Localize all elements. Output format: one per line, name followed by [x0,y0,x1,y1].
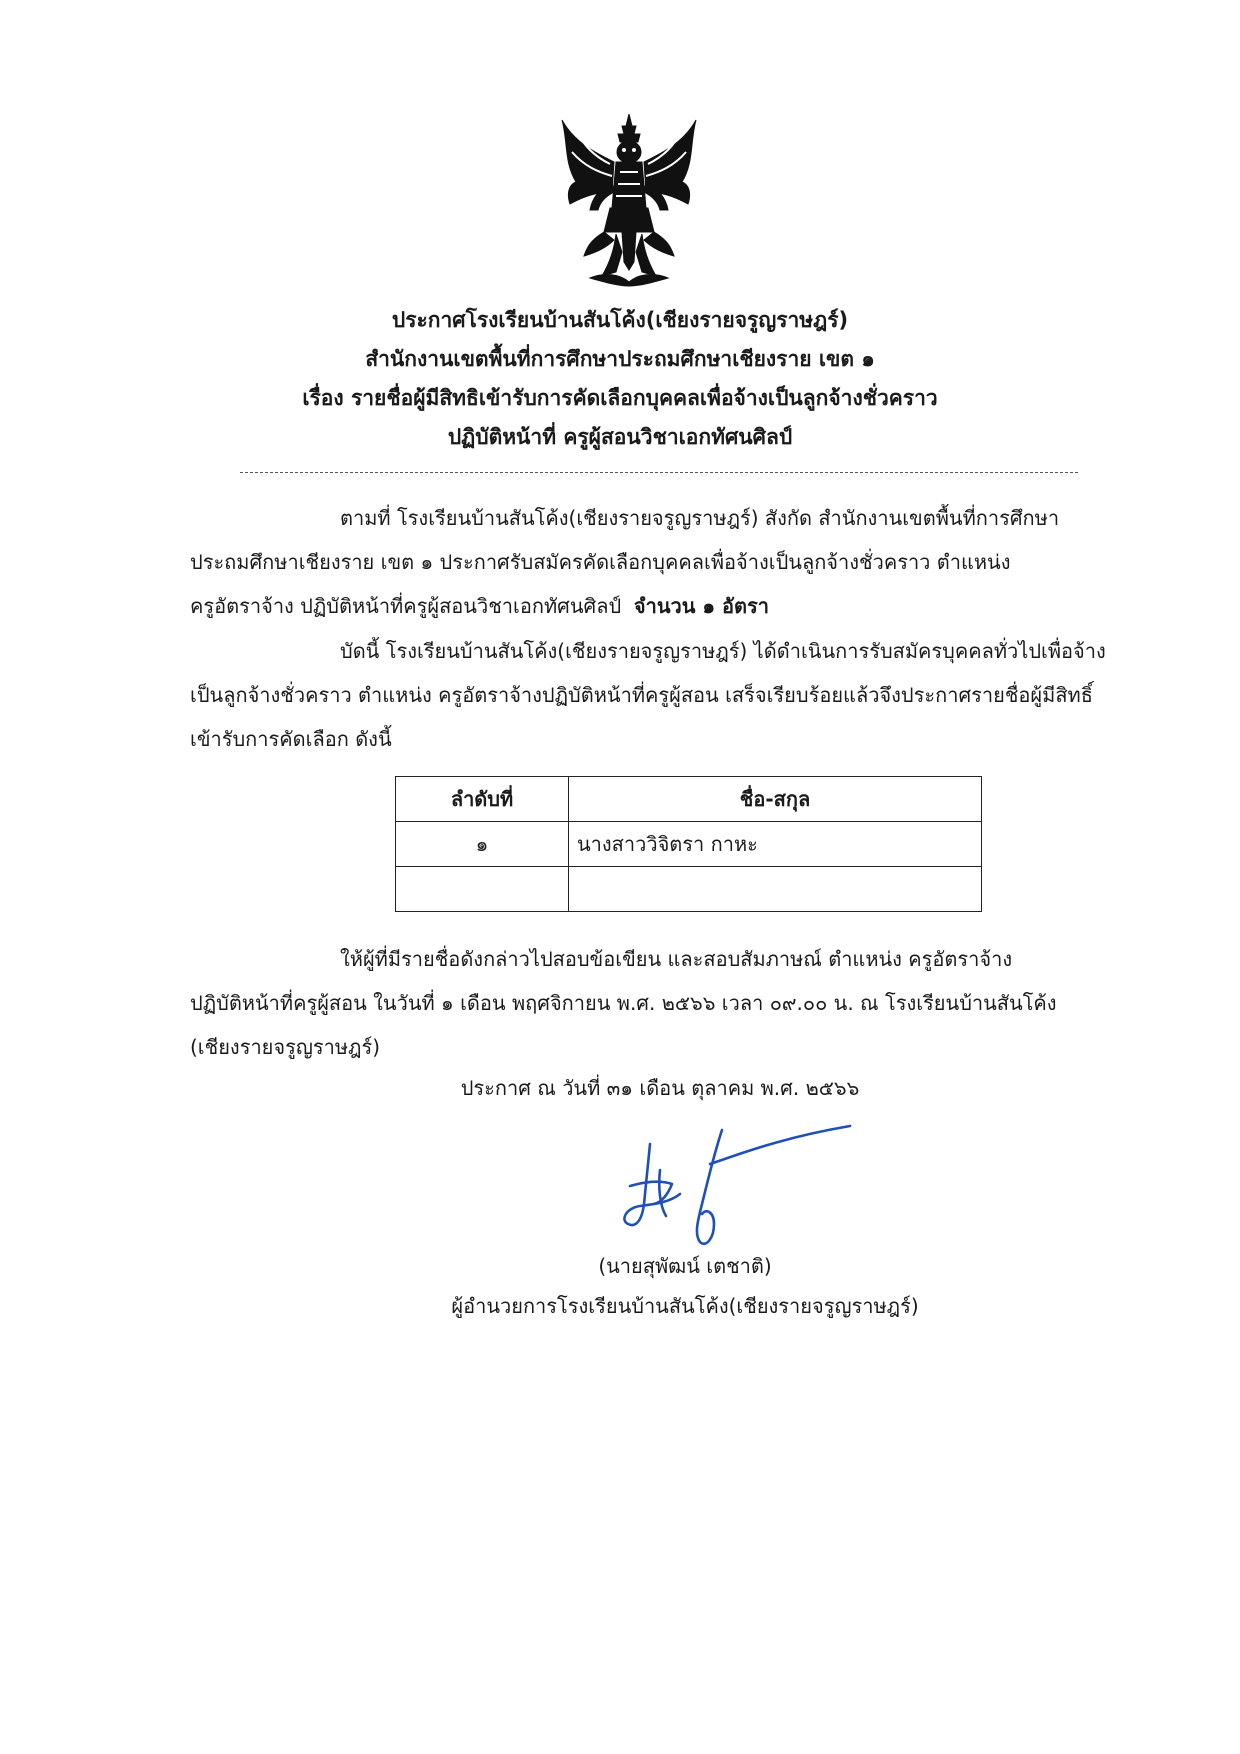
table-header-row [396,777,982,822]
paragraph-2-line-3: เข้ารับการคัดเลือก ดังนี้ [190,727,392,751]
header-fullname: ชื่อ-สกุล [569,777,982,822]
header-line-4: ปฏิบัติหน้าที่ ครูผู้สอนวิชาเอกทัศนศิลป์ [447,425,793,449]
header-order: ลำดับที่ [396,777,569,822]
position-count: จำนวน ๑ อัตรา [633,594,770,618]
signer-title: ผู้อำนวยการโรงเรียนบ้านสันโค้ง(เชียงรายจรูญราษฎร์) [451,1294,919,1318]
header-line-3: เรื่อง รายชื่อผู้มีสิทธิเข้ารับการคัดเลือกบุคคลเพื่อจ้างเป็นลูกจ้างชั่วคราว [302,386,938,410]
header-line-2: สำนักงานเขตพื้นที่การศึกษาประถมศึกษาเชียงราย เขต ๑ [365,347,875,371]
cell-fullname [569,867,982,912]
cell-order [396,867,569,912]
announcement-date: ประกาศ ณ วันที่ ๓๑ เดือน ตุลาคม พ.ศ. ๒๕๖๖ [460,1076,860,1100]
header-line-1: ประกาศโรงเรียนบ้านสันโค้ง(เชียงรายจรูญราษฎร์) [391,308,849,332]
paragraph-1-line-2: ประถมศึกษาเชียงราย เขต ๑ ประกาศรับสมัครคัดเลือกบุคคลเพื่อจ้างเป็นลูกจ้างชั่วคราว ตำแหน่ง [190,550,1011,574]
paragraph-1 [190,496,1130,628]
cell-fullname: นางสาววิจิตรา กาหะ [569,822,982,867]
table-row [396,867,982,912]
paragraph-2-line-2: เป็นลูกจ้างชั่วคราว ตำแหน่ง ครูอัตราจ้างปฏิบัติหน้าที่ครูผู้สอน เสร็จเรียบร้อยแล้วจึงประกาศรายชื่อผู้มีสิทธิ์ [190,683,1093,707]
table-row [396,822,982,867]
header-divider [240,472,1078,473]
paragraph-1-line-3 [190,584,1130,628]
paragraph-3-line-2: ปฏิบัติหน้าที่ครูผู้สอน ในวันที่ ๑ เดือน พฤศจิกายน พ.ศ. ๒๕๖๖ เวลา ๐๙.๐๐ น. ณ โรงเรียนบ้านสันโค้ง [190,991,1057,1015]
paragraph-3-line-1: ให้ผู้ที่มีรายชื่อดังกล่าวไปสอบข้อเขียน และสอบสัมภาษณ์ ตำแหน่ง ครูอัตราจ้าง [340,947,1013,971]
paragraph-3 [190,937,1130,1069]
signature-icon [610,1124,860,1254]
paragraph-2-line-1: บัดนี้ โรงเรียนบ้านสันโค้ง(เชียงรายจรูญราษฎร์) ได้ดำเนินการรับสมัครบุคคลทั่วไปเพื่อจ้าง [340,639,1106,663]
garuda-emblem-icon [554,112,704,288]
paragraph-1-line-3-text: ครูอัตราจ้าง ปฏิบัติหน้าที่ครูผู้สอนวิชาเอกทัศนศิลป์ [190,594,622,618]
paragraph-2 [190,629,1130,761]
cell-order: ๑ [396,822,569,867]
paragraph-1-line-1: ตามที่ โรงเรียนบ้านสันโค้ง(เชียงรายจรูญราษฎร์) สังกัด สำนักงานเขตพื้นที่การศึกษา [340,506,1060,530]
candidate-table [395,776,982,912]
paragraph-3-line-3: (เชียงรายจรูญราษฎร์) [190,1035,381,1059]
signer-name: (นายสุพัฒน์ เตชาติ) [598,1254,772,1278]
